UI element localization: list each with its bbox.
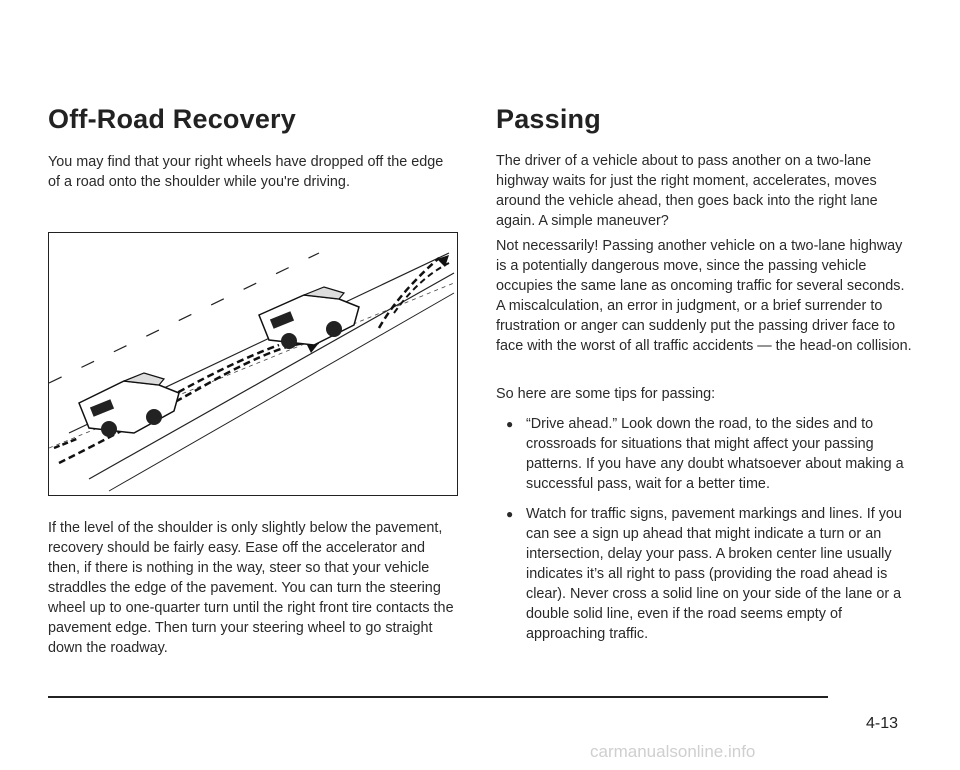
truck-icon: [79, 373, 179, 437]
bullet-icon: ●: [506, 507, 514, 521]
tip-text: “Drive ahead.” Look down the road, to the sides and to crossroads for situations that might affect your passing patterns. If you have any doubt whatsoever about making a successful pass, wait for a better time.: [526, 416, 904, 492]
section-heading-passing: Passing: [496, 104, 601, 134]
truck-icon: [259, 287, 359, 349]
off-road-recovery-illustration: [48, 232, 458, 496]
list-item: [496, 414, 916, 494]
passing-paragraph-1: The driver of a vehicle about to pass another on a two-lane highway waits for just the right moment, accelerates, moves around the vehicle ahead, then goes back into the right lane again. A simple maneuver?: [496, 153, 878, 229]
off-road-intro-paragraph: You may find that your right wheels have dropped off the edge of a road onto the shoulder while you're driving.: [48, 154, 444, 190]
watermark: carmanualsonline.info: [590, 742, 756, 761]
passing-tips-intro: So here are some tips for passing:: [496, 386, 716, 402]
bullet-icon: ●: [506, 417, 514, 431]
footer-rule: [48, 696, 828, 698]
off-road-body-paragraph: If the level of the shoulder is only slightly below the pavement, recovery should be fairly easy. Ease off the accelerator and then, if there is nothing in the way, steer so that your vehicle straddles the edge of the pavement. You can turn the steering wheel up to one-quarter turn until the right front tire contacts the pavement edge. Then turn your steering wheel to go straight down the roadway.: [48, 520, 454, 656]
road-illustration-svg: [49, 233, 456, 494]
list-item: [496, 504, 916, 644]
passing-paragraph-2: Not necessarily! Passing another vehicle on a two-lane highway is a potentially dangerous move, since the passing vehicle occupies the same lane as oncoming traffic for several seconds. A miscalculation, an error in judgment, or a brief surrender to frustration or anger can suddenly put the passing driver face to face with the worst of all traffic accidents — the head-on collision.: [496, 238, 912, 354]
tip-text: Watch for traffic signs, pavement markings and lines. If you can see a sign up ahead that might indicate a turn or an intersection, delay your pass. A broken center line usually indicates it’s all right to pass (providing the road ahead is clear). Never cross a solid line on your side of the lane or a double solid line, even if the road seems empty of approaching traffic.: [526, 506, 902, 642]
passing-tips-list: [496, 414, 916, 654]
page-number: 4-13: [866, 715, 899, 732]
section-heading-off-road-recovery: Off-Road Recovery: [48, 104, 296, 134]
